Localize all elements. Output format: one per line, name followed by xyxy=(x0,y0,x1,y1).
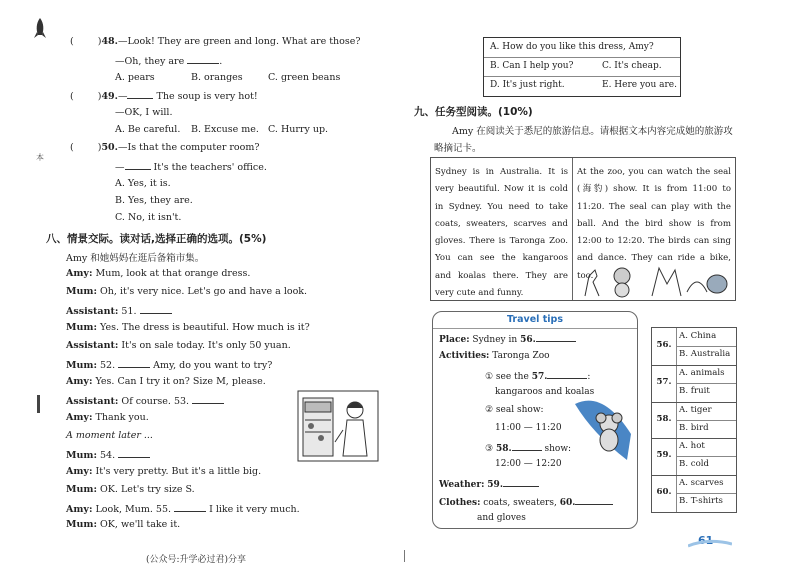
choice-option-a[interactable]: A. tiger xyxy=(679,404,712,415)
speaker: Amy: xyxy=(66,268,93,279)
dialogue-line: Mum: Yes. The dress is beautiful. How much is it? xyxy=(66,322,310,333)
option-b: B. Can I help you? xyxy=(490,61,574,71)
choice-option-b[interactable]: B. cold xyxy=(679,459,710,470)
choice-option-a[interactable]: A. animals xyxy=(679,367,725,378)
choice-option-a[interactable]: A. scarves xyxy=(679,478,724,489)
dialogue-line: Amy: Mum, look at that orange dress. xyxy=(66,268,251,279)
dialogue-line: Mum: Oh, it's very nice. Let's go and have a look. xyxy=(66,286,308,297)
dialogue-line: Mum: OK. Let's try size S. xyxy=(66,484,195,495)
option-e: E. Here you are. xyxy=(602,80,677,90)
dialogue-line: Amy: Look, Mum. 55. I like it very much. xyxy=(66,504,300,515)
choice-number: 59. xyxy=(656,450,672,461)
option-a: A. How do you like this dress, Amy? xyxy=(490,42,654,52)
tips-clothes-detail: and gloves xyxy=(477,513,526,523)
rocket-icon xyxy=(34,18,46,40)
footer-share-note: (公众号:升学必过君)分享 xyxy=(146,555,247,565)
q50-reply: — It's the teachers' office. xyxy=(115,162,267,173)
dialogue-line: Amy: It's very pretty. But it's a little big. xyxy=(66,466,262,477)
dialogue-line: Amy: Yes. Can I try it on? Size M, please. xyxy=(66,376,266,387)
speaker: Assistant: xyxy=(66,396,119,407)
tips-activity-2-time: 11:00 — 11:20 xyxy=(495,423,562,433)
choice-option-b[interactable]: B. fruit xyxy=(679,385,710,396)
speaker: Amy: xyxy=(66,376,93,387)
passage-right: At the zoo, you can watch the seal (海豹) show. It is from 11:00 to 11:20. The seal can play with the ball. And the bird show is from 12:00 to 12:20. The birds can sing and dance. They can ride a bike, too. xyxy=(577,167,731,281)
tips-place: Place: Sydney in 56. xyxy=(439,332,576,345)
q49-stem: ( )49.— The soup is very hot! xyxy=(70,91,258,102)
dialogue-line: Assistant: Of course. 53. xyxy=(66,394,224,407)
tips-clothes: Clothes: coats, sweaters, 60. xyxy=(439,495,613,508)
dialogue-line: Mum: 54. xyxy=(66,448,150,461)
q48-stem: ( )48.—Look! They are green and long. What are those? xyxy=(70,36,361,47)
speaker: Assistant: xyxy=(66,306,119,317)
q49-option-a[interactable]: A. Be careful. xyxy=(115,124,181,135)
option-d: D. It's just right. xyxy=(490,80,565,90)
choice-option-a[interactable]: A. China xyxy=(679,331,717,341)
choice-option-b[interactable]: B. Australia xyxy=(679,349,731,359)
q49-option-c[interactable]: C. Hurry up. xyxy=(268,124,329,135)
choice-number: 57. xyxy=(656,376,672,387)
travel-tips-title: Travel tips xyxy=(433,312,637,329)
speaker: Mum: xyxy=(66,450,97,461)
dialogue-line: Mum: 52. Amy, do you want to try? xyxy=(66,360,273,371)
option-c: C. It's cheap. xyxy=(602,61,662,71)
dialogue-line: Assistant: 51. xyxy=(66,304,172,317)
choice-option-b[interactable]: B. bird xyxy=(679,422,709,433)
dialogue-line: Mum: OK, we'll take it. xyxy=(66,519,181,530)
answer-blank[interactable] xyxy=(140,304,172,314)
fold-mark xyxy=(404,550,405,562)
dialogue-line: A moment later ... xyxy=(66,430,153,441)
animals-illustration xyxy=(577,262,731,298)
speaker: Mum: xyxy=(66,322,97,333)
q50-option-b[interactable]: B. Yes, they are. xyxy=(115,195,193,206)
choice-number: 58. xyxy=(656,413,672,424)
section-8-intro: Amy 和她妈妈在逛后备箱市集。 xyxy=(66,253,205,264)
q50-stem: ( )50.—Is that the computer room? xyxy=(70,142,260,153)
answer-blank[interactable] xyxy=(118,448,150,458)
choice-number: 56. xyxy=(656,340,672,350)
tips-activity-2: ② seal show: xyxy=(485,405,544,415)
tips-activity-3: ③ 58. show: xyxy=(485,441,571,454)
passage-left: Sydney is in Australia. It is very beautiful. Now it is cold in Sydney. You need to take coats, sweaters, scarves and gloves. There is Taronga Zoo. You can see the kangaroos and koalas there. They are very cute and funny. xyxy=(435,167,568,299)
reading-passage xyxy=(430,157,736,301)
speaker: Assistant: xyxy=(66,340,119,351)
section-8-title: 八、情景交际。读对话,选择正确的选项。(5%) xyxy=(46,233,267,245)
speaker: Mum: xyxy=(66,484,97,495)
section-9-intro: Amy 在阅读关于悉尼的旅游信息。请根据文本内容完成她的旅游攻略摘记卡。 xyxy=(434,126,733,154)
tips-weather: Weather: 59. xyxy=(439,477,539,490)
side-mark: 本 xyxy=(36,153,44,162)
shop-illustration xyxy=(297,390,379,462)
speaker: Mum: xyxy=(66,519,97,530)
q48-option-c[interactable]: C. green beans xyxy=(268,72,341,83)
page-number: 61 xyxy=(698,534,714,547)
answer-blank[interactable] xyxy=(192,394,224,404)
q48-option-b[interactable]: B. oranges xyxy=(191,72,243,83)
speaker: Amy: xyxy=(66,412,93,423)
q48-reply: —Oh, they are . xyxy=(115,56,223,67)
choice-option-a[interactable]: A. hot xyxy=(679,441,705,452)
q49-option-b[interactable]: B. Excuse me. xyxy=(191,124,259,135)
choice-option-b[interactable]: B. T-shirts xyxy=(679,496,723,507)
tips-activity-1-detail: kangaroos and koalas xyxy=(495,387,595,397)
q50-option-c[interactable]: C. No, it isn't. xyxy=(115,212,182,223)
q49-reply: —OK, I will. xyxy=(115,107,173,118)
binding-mark xyxy=(37,395,40,413)
dialogue-line: Amy: Thank you. xyxy=(66,412,149,423)
dialogue-line: Assistant: It's on sale today. It's only 50 yuan. xyxy=(66,340,291,351)
choice-number: 60. xyxy=(656,487,672,498)
options-table xyxy=(483,37,681,97)
tips-activity-1: ① see the 57. : xyxy=(485,369,590,382)
travel-tips-card xyxy=(432,311,638,529)
page-swoosh-icon xyxy=(688,538,732,550)
tips-activities: Activities: Taronga Zoo xyxy=(439,351,550,361)
koala-illustration xyxy=(573,394,635,466)
answer-blank[interactable] xyxy=(174,502,206,512)
choices-table xyxy=(651,327,737,513)
speaker: Amy: xyxy=(66,466,93,477)
q50-option-a[interactable]: A. Yes, it is. xyxy=(115,178,171,189)
tips-activity-3-time: 12:00 — 12:20 xyxy=(495,459,562,469)
speaker: Mum: xyxy=(66,360,97,371)
speaker: Amy: xyxy=(66,504,93,515)
section-9-title: 九、任务型阅读。(10%) xyxy=(414,106,533,118)
speaker: Mum: xyxy=(66,286,97,297)
answer-blank[interactable] xyxy=(118,358,150,368)
q48-option-a[interactable]: A. pears xyxy=(115,72,155,83)
